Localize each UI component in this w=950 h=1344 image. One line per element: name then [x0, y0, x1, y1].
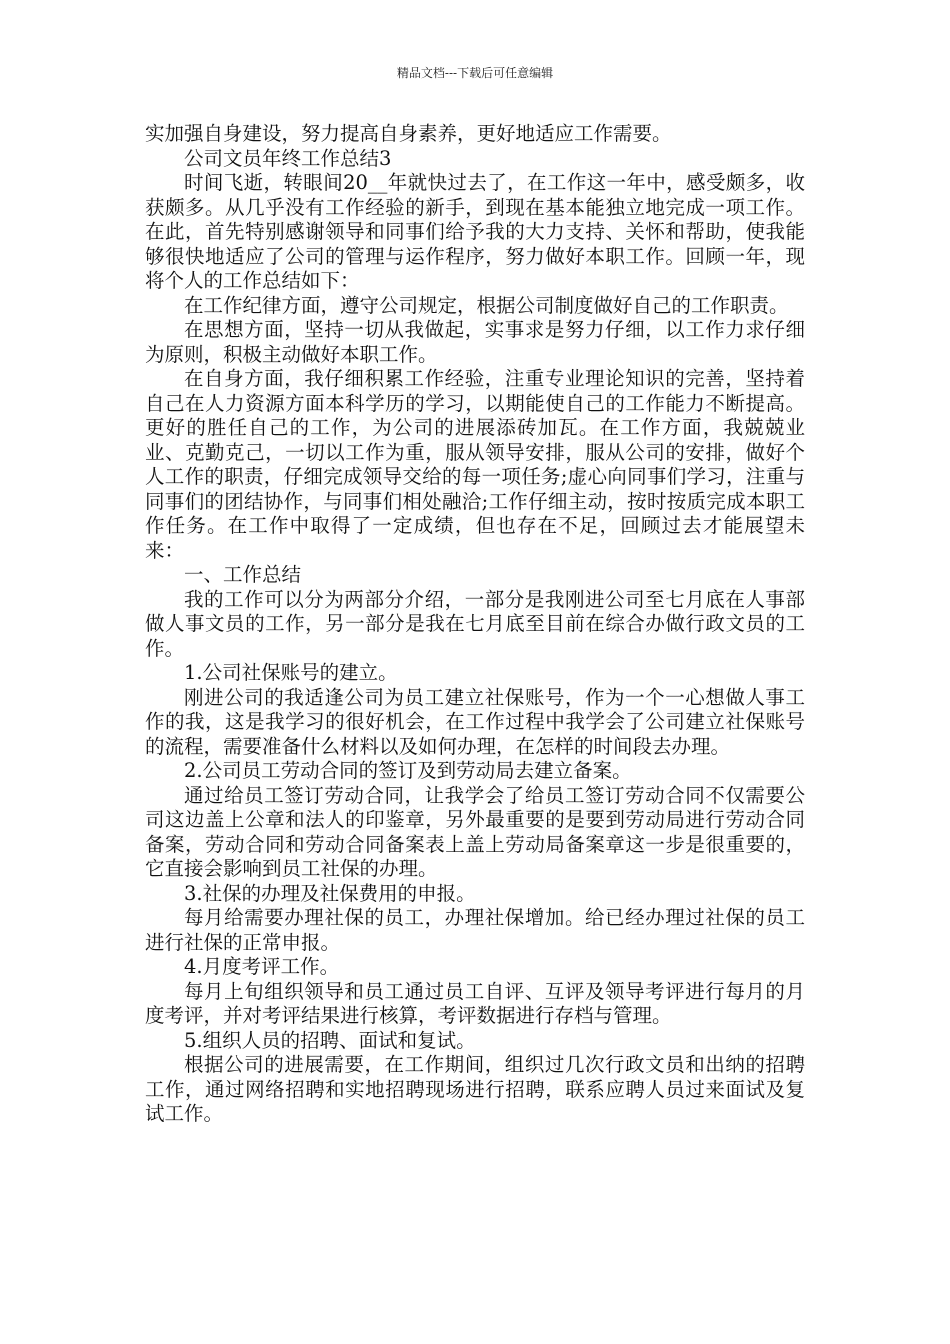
page-header: 精品文档---下载后可任意编辑 [396, 66, 554, 80]
paragraph-0: 实加强自身建设，努力提高自身素养，更好地适应工作需要。 [145, 122, 672, 145]
heading-work-summary: 一、工作总结 [184, 563, 302, 586]
item-heading-3: 3.社保的办理及社保费用的申报。 [184, 881, 476, 905]
item-heading-2: 2.公司员工劳动合同的签订及到劳动局去建立备案。 [184, 759, 632, 782]
item-body-2: 通过给员工签订劳动合同，让我学会了给员工签订劳动合同不仅需要公司这边盖上公章和法人的印鉴章，另外最重要的是要到劳动局进行劳动合同备案，劳动合同和劳动合同备案表上盖上劳动局备案章这一步是很重要的，它直接会影响到员工社保的办理。 [145, 783, 805, 880]
item-heading-1: 1.公司社保账号的建立。 [184, 661, 398, 684]
section-title: 公司文员年终工作总结3 [184, 146, 392, 170]
paragraph-thinking: 在思想方面，坚持一切从我做起，实事求是努力仔细，以工作力求仔细为原则，积极主动做好本职工作。 [145, 318, 805, 366]
item-heading-5: 5.组织人员的招聘、面试和复试。 [184, 1028, 476, 1052]
paragraph-discipline: 在工作纪律方面，遵守公司规定，根据公司制度做好自己的工作职责。 [184, 293, 789, 317]
item-body-3: 每月给需要办理社保的员工，办理社保增加。给已经办理过社保的员工进行社保的正常申报。 [145, 906, 805, 954]
paragraph-self: 在自身方面，我仔细积累工作经验，注重专业理论知识的完善，坚持着自己在人力资源方面本科学历的学习，以期能使自己的工作能力不断提高。更好的胜任自己的工作，为公司的进展添砖加瓦。在工作方面，我兢兢业业、克勤克己，一切以工作为重，服从领导安排，服从公司的安排，做好个人工作的职责，仔细完成领导交给的每一项任务;虚心向同事们学习，注重与同事们的团结协作，与同事们相处融洽;工作仔细主动，按时按质完成本职工作任务。在工作中取得了一定成绩，但也存在不足，回顾过去才能展望未来： [145, 367, 805, 562]
paragraph-intro: 时间飞逝，转眼间20__年就快过去了，在工作这一年中，感受颇多，收获颇多。从几乎没有工作经验的新手，到现在基本能独立地完成一项工作。在此，首先特别感谢领导和同事们给予我的大力支持、关怀和帮助，使我能够很快地适应了公司的管理与运作程序，努力做好本职工作。回顾一年，现将个人的工作总结如下： [145, 171, 805, 292]
item-body-5: 根据公司的进展需要，在工作期间，组织过几次行政文员和出纳的招聘工作，通过网络招聘和实地招聘现场进行招聘，联系应聘人员过来面试及复试工作。 [145, 1053, 805, 1125]
item-heading-4: 4.月度考评工作。 [184, 955, 340, 978]
item-body-1: 刚进公司的我适逢公司为员工建立社保账号，作为一个一心想做人事工作的我，这是我学习的很好机会，在工作过程中我学会了公司建立社保账号的流程，需要准备什么材料以及如何办理，在怎样的时间段去办理。 [145, 685, 805, 758]
document-body [145, 122, 805, 1127]
paragraph-work-overview: 我的工作可以分为两部分介绍，一部分是我刚进公司至七月底在人事部做人事文员的工作，另一部分是我在七月底至目前在综合办做行政文员的工作。 [145, 587, 805, 660]
item-body-4: 每月上旬组织领导和员工通过员工自评、互评及领导考评进行每月的月度考评，并对考评结果进行核算，考评数据进行存档与管理。 [145, 979, 805, 1027]
